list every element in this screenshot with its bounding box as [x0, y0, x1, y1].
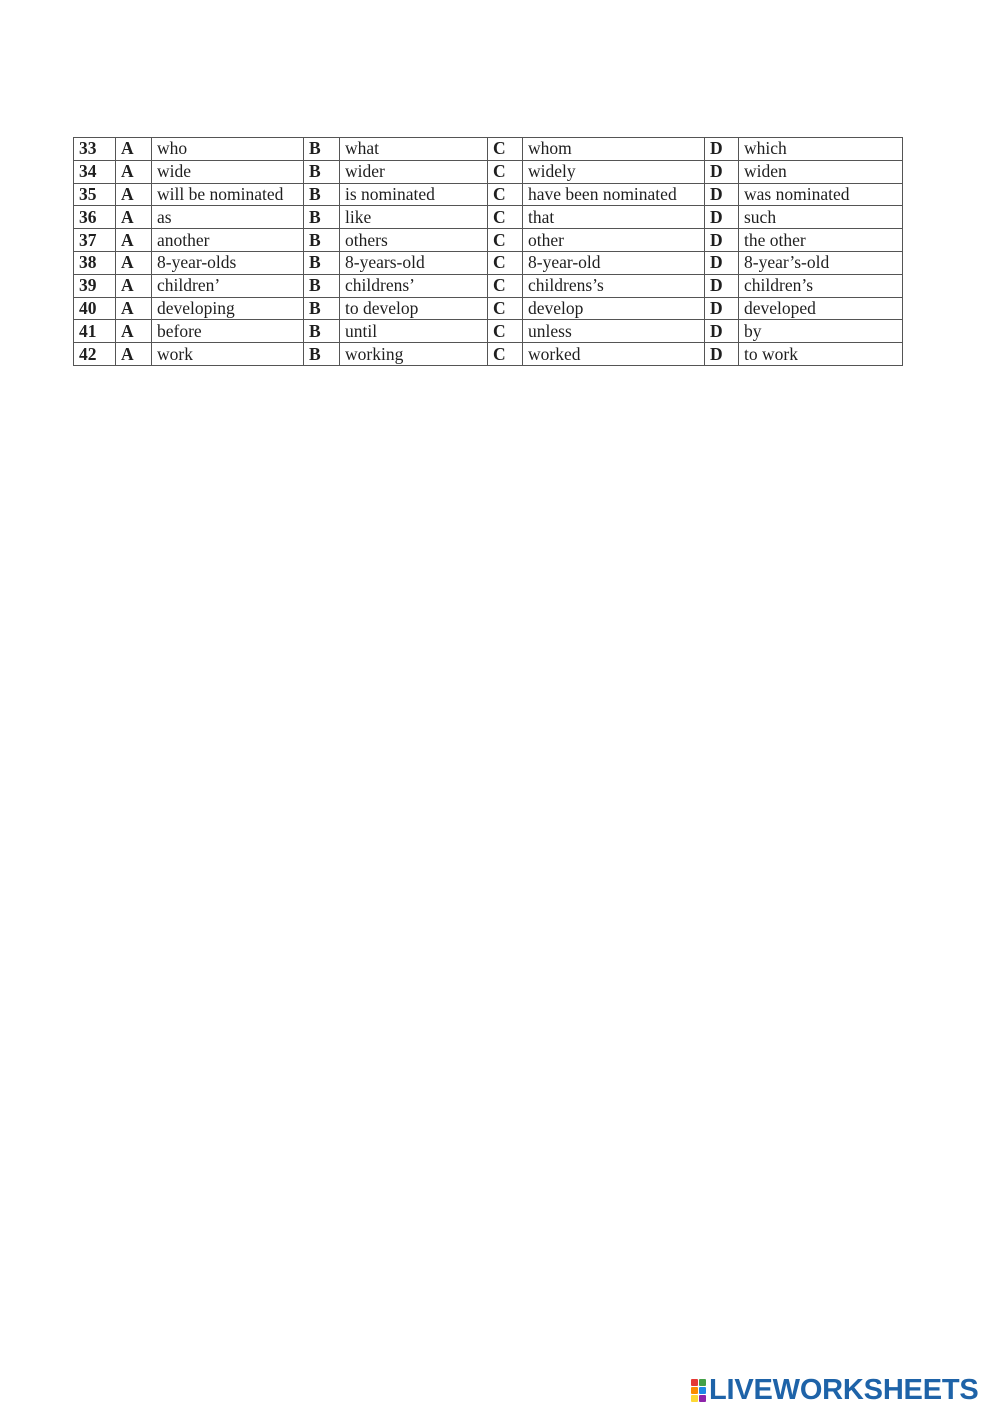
logo-square	[699, 1379, 706, 1386]
option-letter-b: B	[304, 160, 340, 183]
option-letter-b: B	[304, 138, 340, 161]
option-letter-a: A	[116, 320, 152, 343]
question-number: 41	[74, 320, 116, 343]
option-letter-b: B	[304, 206, 340, 229]
question-number: 38	[74, 251, 116, 274]
question-number: 42	[74, 343, 116, 366]
option-letter-b: B	[304, 320, 340, 343]
option-c: that	[523, 206, 705, 229]
option-letter-c: C	[488, 297, 523, 320]
option-c: 8-year-old	[523, 251, 705, 274]
option-letter-c: C	[488, 160, 523, 183]
question-number: 39	[74, 274, 116, 297]
option-letter-a: A	[116, 229, 152, 252]
option-b: is nominated	[340, 183, 488, 206]
option-b: wider	[340, 160, 488, 183]
option-letter-b: B	[304, 343, 340, 366]
option-c: have been nominated	[523, 183, 705, 206]
option-letter-c: C	[488, 274, 523, 297]
option-b: what	[340, 138, 488, 161]
logo-square	[699, 1387, 706, 1394]
option-letter-b: B	[304, 251, 340, 274]
option-letter-d: D	[705, 138, 739, 161]
option-letter-b: B	[304, 297, 340, 320]
option-d: which	[739, 138, 903, 161]
question-row	[74, 138, 903, 161]
question-row	[74, 297, 903, 320]
option-letter-d: D	[705, 183, 739, 206]
option-letter-b: B	[304, 229, 340, 252]
option-a: as	[152, 206, 304, 229]
option-d: the other	[739, 229, 903, 252]
option-letter-d: D	[705, 343, 739, 366]
logo-square	[691, 1379, 698, 1386]
option-a: who	[152, 138, 304, 161]
option-letter-b: B	[304, 274, 340, 297]
option-letter-a: A	[116, 251, 152, 274]
option-d: by	[739, 320, 903, 343]
logo-square	[691, 1395, 698, 1402]
option-letter-c: C	[488, 229, 523, 252]
liveworksheets-logo	[691, 1373, 979, 1407]
logo-text: LIVEWORKSHEETS	[709, 1373, 979, 1406]
option-letter-a: A	[116, 160, 152, 183]
option-letter-c: C	[488, 320, 523, 343]
option-a: before	[152, 320, 304, 343]
question-row	[74, 251, 903, 274]
option-letter-c: C	[488, 343, 523, 366]
option-a: will be nominated	[152, 183, 304, 206]
question-row	[74, 160, 903, 183]
option-c: worked	[523, 343, 705, 366]
question-row	[74, 206, 903, 229]
option-a: developing	[152, 297, 304, 320]
option-b: others	[340, 229, 488, 252]
option-letter-b: B	[304, 183, 340, 206]
option-letter-d: D	[705, 206, 739, 229]
question-number: 36	[74, 206, 116, 229]
question-row	[74, 320, 903, 343]
option-letter-c: C	[488, 251, 523, 274]
option-letter-a: A	[116, 343, 152, 366]
option-d: developed	[739, 297, 903, 320]
question-row	[74, 183, 903, 206]
option-letter-a: A	[116, 138, 152, 161]
option-a: 8-year-olds	[152, 251, 304, 274]
question-number: 40	[74, 297, 116, 320]
logo-mark-icon	[691, 1379, 706, 1402]
option-d: such	[739, 206, 903, 229]
option-letter-c: C	[488, 206, 523, 229]
option-letter-d: D	[705, 160, 739, 183]
option-d: children’s	[739, 274, 903, 297]
option-letter-c: C	[488, 183, 523, 206]
option-a: children’	[152, 274, 304, 297]
table-body	[74, 138, 903, 366]
question-row	[74, 274, 903, 297]
option-c: widely	[523, 160, 705, 183]
option-c: childrens’s	[523, 274, 705, 297]
question-number: 35	[74, 183, 116, 206]
logo-square	[691, 1387, 698, 1394]
option-b: 8-years-old	[340, 251, 488, 274]
option-c: other	[523, 229, 705, 252]
option-letter-a: A	[116, 297, 152, 320]
option-d: to work	[739, 343, 903, 366]
option-letter-a: A	[116, 206, 152, 229]
option-letter-d: D	[705, 297, 739, 320]
question-row	[74, 343, 903, 366]
option-letter-d: D	[705, 251, 739, 274]
question-number: 34	[74, 160, 116, 183]
option-b: like	[340, 206, 488, 229]
option-letter-a: A	[116, 274, 152, 297]
option-b: working	[340, 343, 488, 366]
option-a: wide	[152, 160, 304, 183]
answer-options-table	[73, 137, 903, 366]
option-c: unless	[523, 320, 705, 343]
option-a: another	[152, 229, 304, 252]
logo-square	[699, 1395, 706, 1402]
option-b: childrens’	[340, 274, 488, 297]
option-letter-d: D	[705, 274, 739, 297]
option-c: whom	[523, 138, 705, 161]
option-letter-a: A	[116, 183, 152, 206]
option-b: until	[340, 320, 488, 343]
option-d: widen	[739, 160, 903, 183]
option-letter-c: C	[488, 138, 523, 161]
question-number: 33	[74, 138, 116, 161]
option-a: work	[152, 343, 304, 366]
option-d: 8-year’s-old	[739, 251, 903, 274]
option-d: was nominated	[739, 183, 903, 206]
question-number: 37	[74, 229, 116, 252]
question-row	[74, 229, 903, 252]
option-b: to develop	[340, 297, 488, 320]
option-letter-d: D	[705, 229, 739, 252]
option-letter-d: D	[705, 320, 739, 343]
option-c: develop	[523, 297, 705, 320]
